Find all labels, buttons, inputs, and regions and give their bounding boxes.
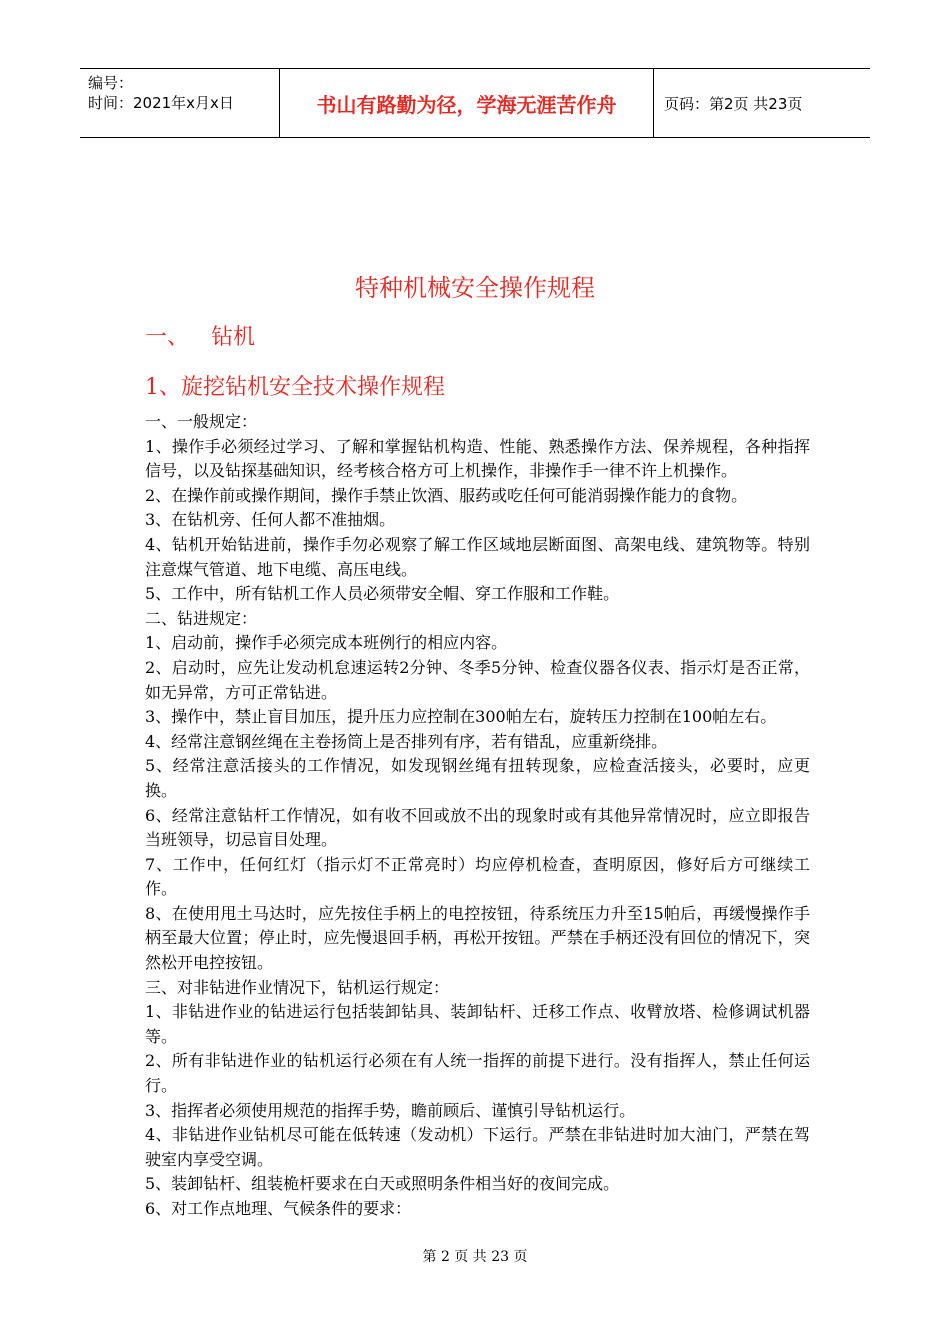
page-header — [80, 68, 870, 138]
section-title: 钻机 — [211, 325, 256, 350]
document-title: 特种机械安全操作规程 — [355, 274, 595, 302]
body-paragraph: 二、钻进规定： — [145, 608, 258, 628]
body-paragraph: 1、启动前，操作手必须完成本班例行的相应内容。 — [145, 633, 508, 653]
body-paragraph: 2、启动时，应先让发动机怠速运转2分钟、冬季5分钟、检查仪器各仪表、指示灯是否正常，如无异常，方可正常钻进。 — [145, 657, 810, 702]
body-paragraph: 3、在钻机旁、任何人都不准抽烟。 — [145, 510, 396, 530]
body-paragraph: 8、在使用甩土马达时，应先按住手柄上的电控按钮，待系统压力升至15帕后，再缓慢操作手柄至最大位置；停止时，应先慢退回手柄，再松开按钮。严禁在手柄还没有回位的情况下，突然松开电控按钮。 — [145, 903, 810, 973]
body-paragraph: 3、指挥者必须使用规范的指挥手势，瞻前顾后、谨慎引导钻机运行。 — [145, 1100, 636, 1120]
body-paragraph: 6、对工作点地理、气候条件的要求： — [145, 1199, 412, 1218]
body-paragraph: 5、经常注意活接头的工作情况，如发现钢丝绳有扭转现象，应检查活接头，必要时，应更换。 — [145, 756, 810, 800]
body-paragraph: 1、非钻进作业的钻进运行包括装卸钻具、装卸钻杆、迁移工作点、收臂放塔、检修调试机器等。 — [145, 1002, 810, 1046]
body-paragraph: 三、对非钻进作业情况下，钻机运行规定： — [145, 977, 450, 997]
body-paragraph: 2、在操作前或操作期间，操作手禁止饮酒、服药或吃任何可能消弱操作能力的食物。 — [145, 485, 748, 505]
header-page-label: 页码：第2页 共23页 — [664, 94, 803, 113]
body-paragraph: 2、所有非钻进作业的钻机运行必须在有人统一指挥的前提下进行。没有指挥人，禁止任何运行。 — [145, 1051, 810, 1096]
body-paragraph: 6、经常注意钻杆工作情况，如有收不回或放不出的现象时或有其他异常情况时，应立即报告当班领导，切忌盲目处理。 — [145, 805, 810, 850]
body-paragraph: 1、操作手必须经过学习、了解和掌握钻机构造、性能、熟悉操作方法、保养规程，各种指挥信号，以及钻探基础知识，经考核合格方可上机操作，非操作手一律不许上机操作。 — [145, 436, 810, 481]
section-number: 一、 — [145, 325, 190, 350]
body-paragraph: 5、工作中，所有钻机工作人员必须带安全帽、穿工作服和工作鞋。 — [145, 584, 620, 604]
date-label: 时间：2021年x月x日 — [88, 94, 234, 112]
page-footer: 第 2 页 共 23 页 — [422, 1249, 528, 1265]
header-meta — [80, 69, 280, 137]
document-body — [145, 410, 810, 1222]
body-paragraph: 7、工作中，任何红灯（指示灯不正常亮时）均应停机检查，查明原因，修好后方可继续工作。 — [145, 854, 810, 899]
body-paragraph: 4、非钻进作业钻机尽可能在低转速（发动机）下运行。严禁在非钻进时加大油门，严禁在驾驶室内享受空调。 — [145, 1125, 810, 1169]
body-paragraph: 一、一般规定： — [145, 412, 258, 431]
subsection-heading: 1、旋挖钻机安全技术操作规程 — [145, 375, 445, 400]
body-paragraph: 5、装卸钻杆、组装桅杆要求在白天或照明条件相当好的夜间完成。 — [145, 1174, 620, 1194]
body-paragraph: 4、经常注意钢丝绳在主卷扬筒上是否排列有序，若有错乱，应重新绕排。 — [145, 731, 668, 751]
body-paragraph: 3、操作中，禁止盲目加压，提升压力应控制在300帕左右，旋转压力控制在100帕左右。 — [145, 707, 777, 727]
section-heading — [145, 320, 255, 351]
header-motto: 书山有路勤为径，学海无涯苦作舟 — [280, 69, 654, 137]
number-label: 编号： — [88, 74, 134, 92]
body-paragraph: 4、钻机开始钻进前，操作手勿必观察了解工作区域地层断面图、高架电线、建筑物等。特别注意煤气管道、地下电缆、高压电线。 — [145, 534, 810, 579]
